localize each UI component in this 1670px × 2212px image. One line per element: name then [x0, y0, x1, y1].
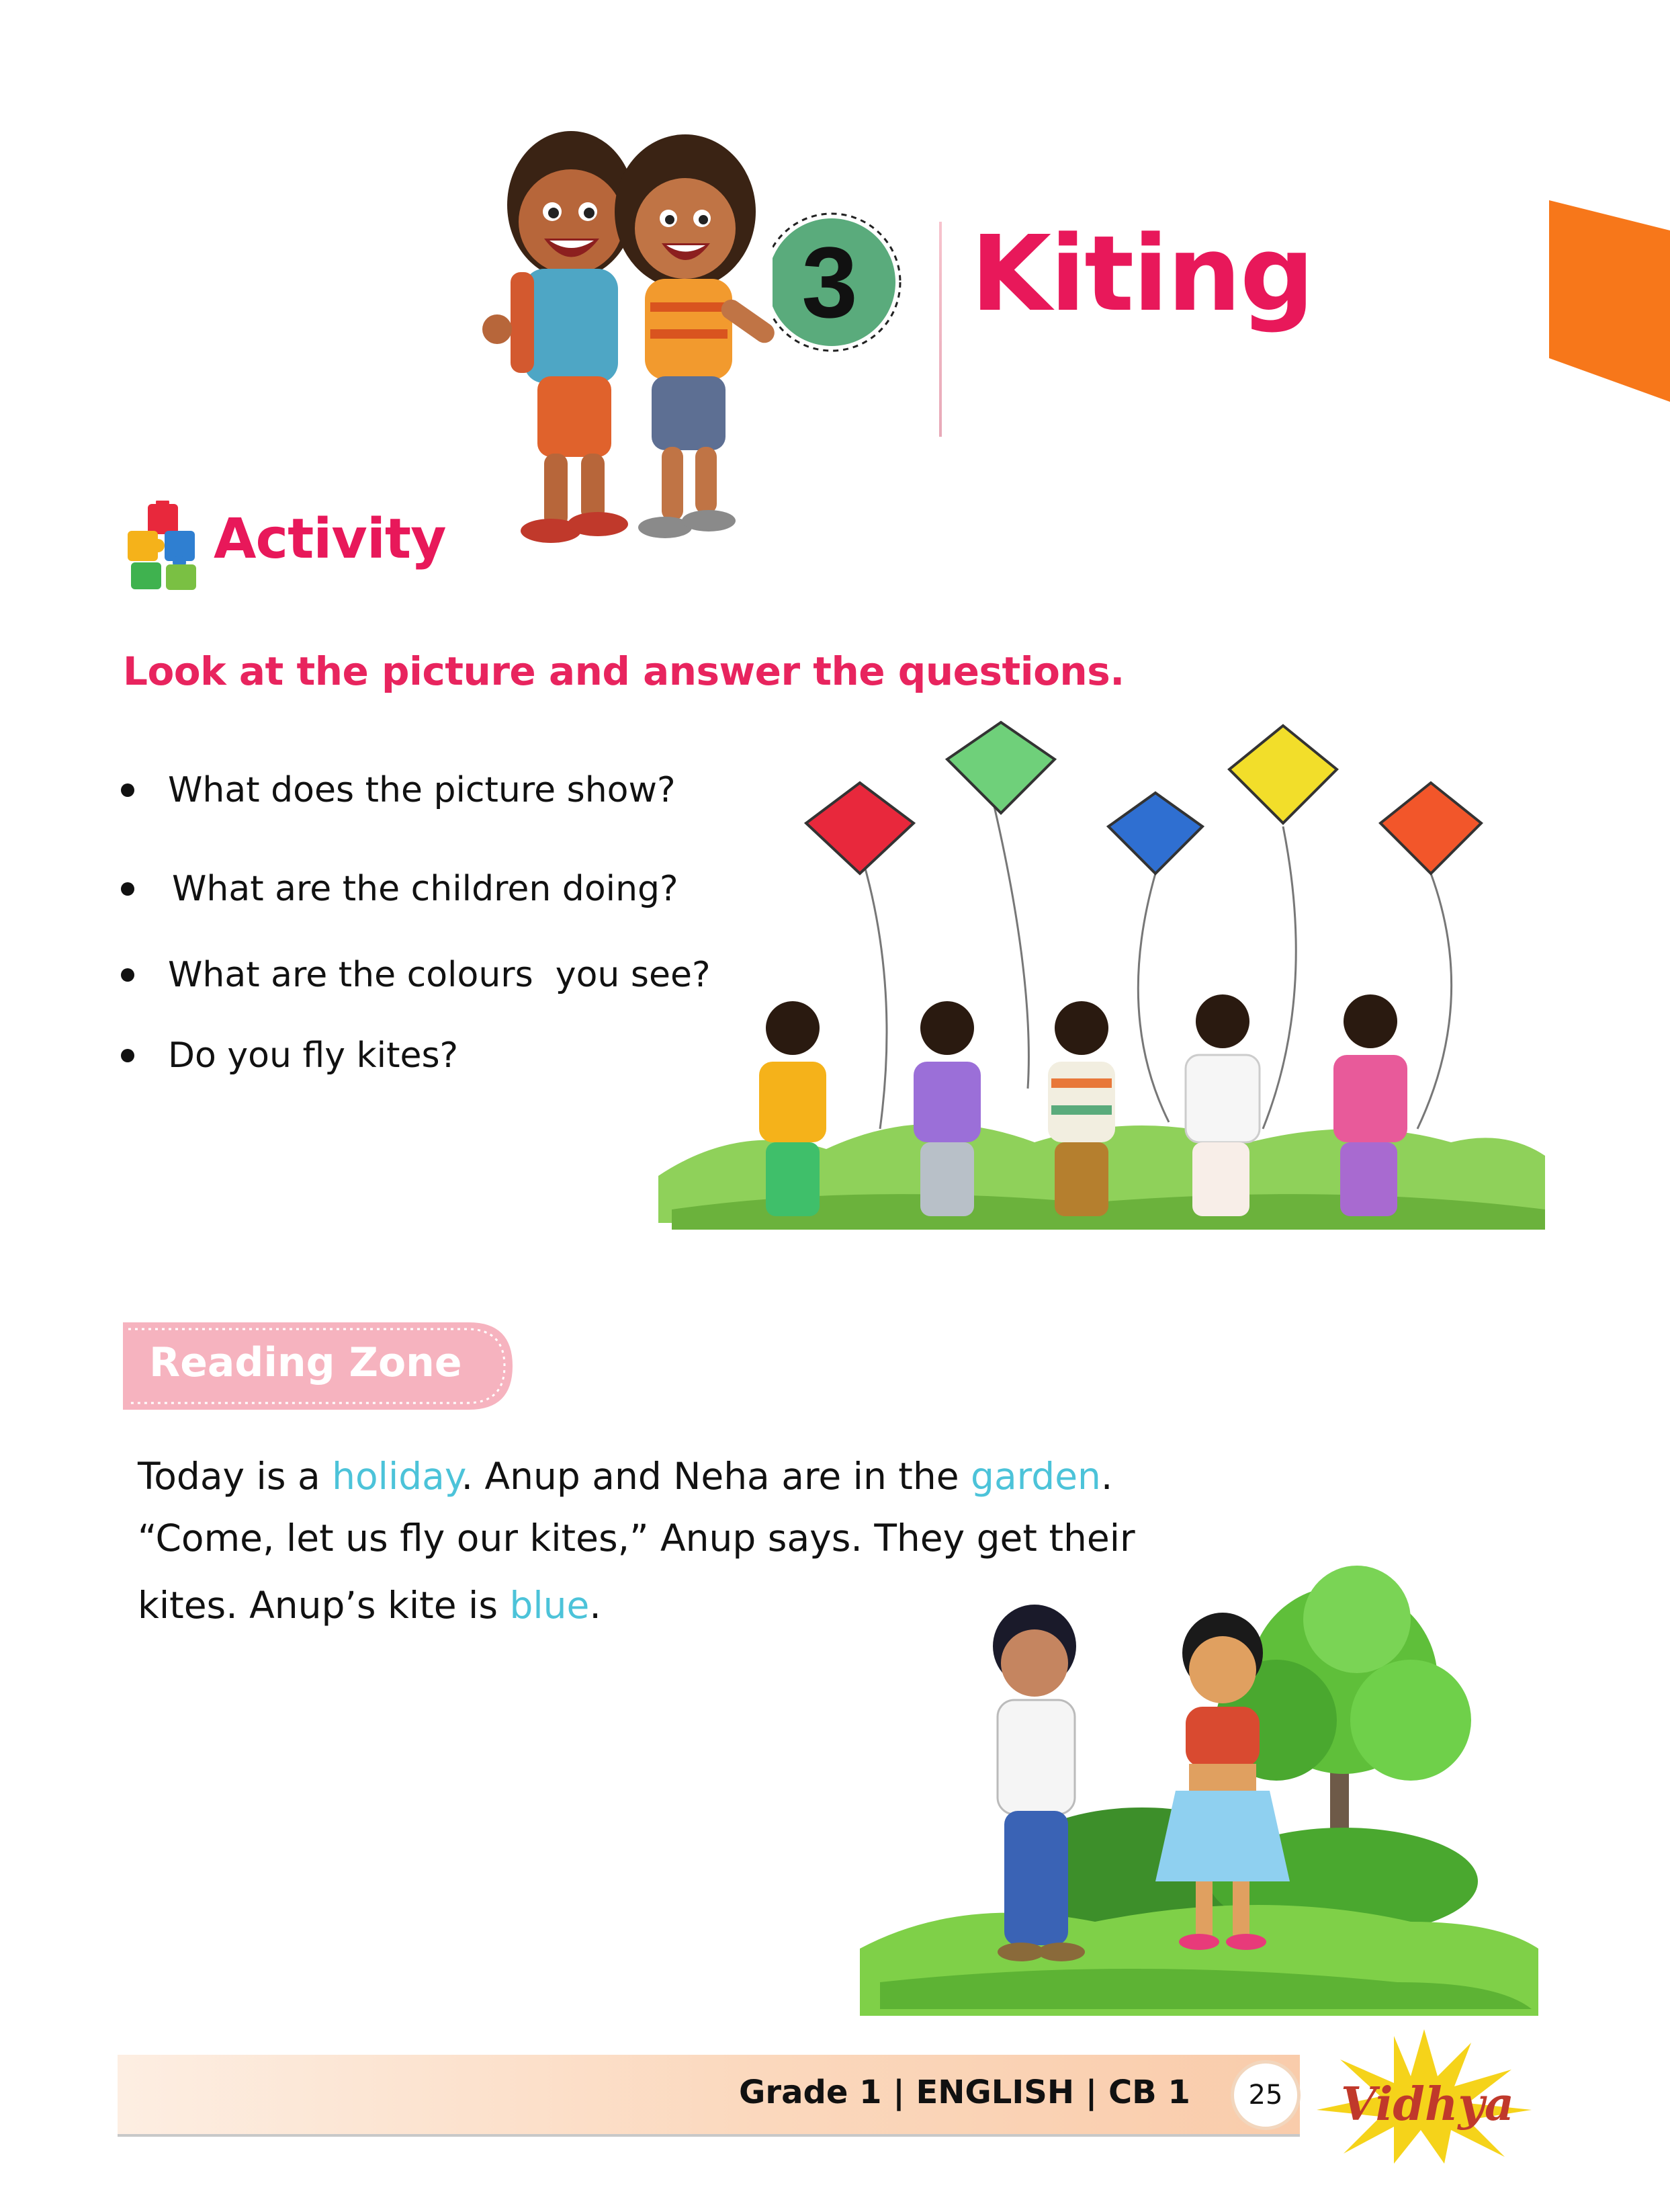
reading-zone-label: Reading Zone [149, 1339, 462, 1386]
question-text: What are the colours you see? [168, 955, 711, 995]
bullet-icon [121, 1049, 134, 1062]
running-kids-illustration [470, 101, 820, 558]
children-flying-kites-illustration [658, 712, 1545, 1263]
logo-text: Vidhya [1341, 2078, 1514, 2131]
garden-children-illustration [860, 1545, 1538, 2016]
chapter-title: Kiting [971, 213, 1313, 335]
reading-text: “Come, let us fly our kites,” Anup says. They get their [138, 1517, 1135, 1560]
highlight-word: holiday [332, 1455, 462, 1498]
title-divider [939, 222, 942, 437]
question-text: What are the children doing? [172, 869, 678, 909]
question-item [121, 770, 676, 810]
bullet-icon [121, 968, 134, 982]
orange-corner-tab [1549, 200, 1670, 402]
activity-heading: Activity [214, 507, 446, 571]
question-text: What does the picture show? [168, 770, 676, 810]
reading-line [138, 1455, 1113, 1498]
puzzle-icon [124, 501, 205, 591]
bullet-icon [121, 882, 134, 896]
reading-text: . [589, 1584, 601, 1627]
vidhya-logo [1310, 2029, 1538, 2164]
activity-instruction: Look at the picture and answer the questions. [123, 648, 1125, 694]
reading-text: Today is a [138, 1455, 333, 1498]
question-item [121, 869, 678, 909]
reading-text: kites. Anup’s kite is [138, 1584, 510, 1627]
reading-text: . [1100, 1455, 1113, 1498]
bullet-icon [121, 783, 134, 797]
page-number: 25 [1248, 2080, 1283, 2111]
reading-text: . Anup and Neha are in the [461, 1455, 971, 1498]
question-item [121, 955, 711, 995]
highlight-word: blue [509, 1584, 590, 1627]
question-text: Do you fly kites? [168, 1035, 459, 1076]
reading-line [138, 1584, 601, 1627]
question-item [121, 1035, 459, 1076]
chapter-number: 3 [801, 225, 858, 339]
footer-grade-subject: Grade 1 | ENGLISH | CB 1 [739, 2074, 1190, 2111]
highlight-word: garden [971, 1455, 1101, 1498]
